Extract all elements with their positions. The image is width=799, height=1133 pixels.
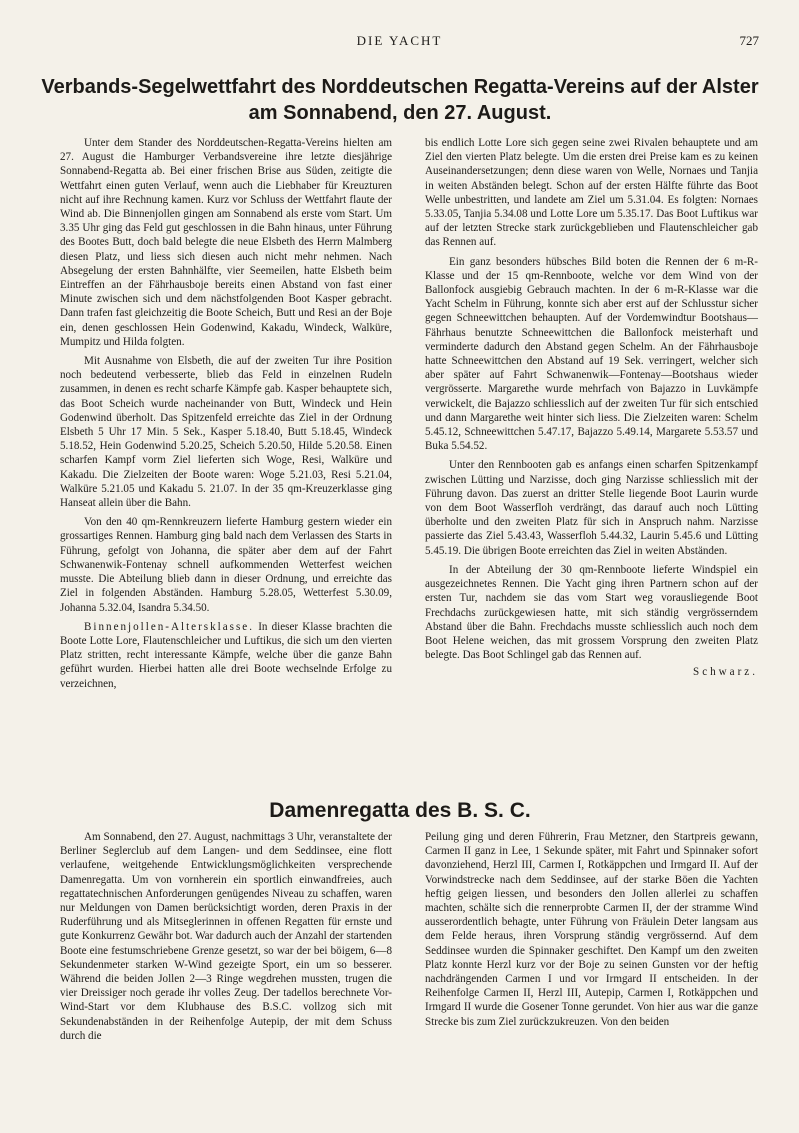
paragraph: In der Abteilung der 30 qm-Rennboote lieferte Windspiel ein ausgezeichnetes Rennen. Die Yacht ging ihren Partnern schon auf der ersten Tur, nachdem sie das vom Start weg vorausliegende Boot Frechdachs zurückgewiesen hatte, mit sich ständig vergrösserndem Abstand über die Bahn. Frechdachs musste schliesslich auch noch dem Boot Helene weichen, das mit grossem Vorsprung den zweiten Platz belegte. Das Boot Schlingel gab das Rennen auf.: [425, 563, 758, 662]
author-byline: Schwarz.: [693, 666, 758, 679]
paragraph: Am Sonnabend, den 27. August, nachmittags 3 Uhr, veranstaltete der Berliner Seglerclub auf dem Langen- und dem Seddinsee, eine flott verlaufene, weitgehende Entwicklungsmöglichkeiten versprechende Damenregatta. Um von vornherein ein sportlich einwandfreies, auch regattatechnischen Anforderungen genügendes Niveau zu schaffen, waren nur Meldungen von Damen berücksichtigt worden, deren Praxis in der Ruderführung und als Mitseglerinnen in offenen Regatten für ernste und gute Konkurrenz Gewähr bot. War dadurch auch der Anzahl der startenden Boote eine festumschriebene Grenze gesetzt, so war der bei böigem, 6—8 Sekundenmeter starken W-Wind gezeigte Sport, ein um so besserer. Während die beiden Jollen 2—3 Ringe wegdrehen mussten, trugen die vier Dreissiger noch gerade ihr volles Zeug. Der tadellos berechnete Vor-Wind-Start vor dem Klubhause des B.S.C. vollzog sich mit Sekundenabständen in der Reihenfolge Autepip, der mit dem Schuss durch die: [60, 831, 392, 1042]
paragraph: Mit Ausnahme von Elsbeth, die auf der zweiten Tur ihre Position noch bedeutend verbesserte, blieb das Feld in einzelnen Rudeln zusammen, in denen es recht scharfe Kämpfe gab. Kasper behauptete sich, das Boot Scheich wurde nacheinander von Butt, Windeck und Hein Godenwind überholt. Das Spitzenfeld erreichte das Ziel in der Ordnung Elsbeth 5 Uhr 17 Min. 5 Sek., Kasper 5.18.40, Butt 5.18.45, Windeck 5.18.52, Hein Godenwind 5.20.25, Scheich 5.20.50, Hilde 5.20.58. Einen scharfen Kampf vorm Ziel lieferten sich Woge, Resi, Walküre und Kakadu. Die Zielzeiten der Boote waren: Woge 5.21.03, Resi 5.21.04, Walküre 5.21.05 und Kakadu 5. 21.07. In der 35 qm-Kreuzerklasse ging Hanseat allein über die Bahn.: [60, 355, 392, 510]
paragraph: [60, 620, 392, 691]
paragraph: bis endlich Lotte Lore sich gegen seine zwei Rivalen behauptete und am Ziel den vierten Platz belegte. Um die ersten drei Preise kam es zu keinen Auseinandersetzungen; denn diese waren von Welle, Nornaes und Tanjia in weiten Abständen belegt. Schon auf der ersten Hälfte führte das Boot Welle unbestritten, und landete am Ziel um 5.31.04. Es folgten: Nornaes 5.33.05, Tanjia 5.34.08 und Lotte Lore um 5.35.17. Das Boot Luftikus war auf der letzten Strecke stark zurückgeblieben und Flautenschleicher gab das Rennen auf.: [425, 137, 758, 249]
paragraph: Ein ganz besonders hübsches Bild boten die Rennen der 6 m-R-Klasse und der 15 qm-Rennboote, welche vor dem Wind von der Ballonfock ausgiebig Gebrauch machten. In der 6 m-R-Klasse war die Yacht Schelm in Führung, konnte sich aber erst auf der Schlusstur sicher gegen Schneewittchen behaupten. Auf der Vordemwindtur Bootshaus—Fährhaus benutzte Schneewittchen die Ballonfock meisterhaft und verminderte dadurch den Abstand gegen Schelm. An der Fährhausboje hatte Schneewittchen den Abstand auf 19 Sek. verringert, welcher sich aber später auf Fahrt Schwanenwik—Fontenay—Bootshaus wieder vergrösserte. Margarethe wurde mehrfach von Bajazzo in Luvkämpfe verwickelt, die Bajazzo schliesslich auf der zweiten Tur für sich entschied und dann Margarethe weit hinter sich liess. Die Zielzeiten waren: Schelm 5.45.12, Schneewittchen 5.47.17, Bajazzo 5.49.14, Margarete 5.53.57 und Buka 5.54.52.: [425, 255, 758, 453]
paragraph: Peilung ging und deren Führerin, Frau Metzner, den Startpreis gewann, Carmen II ganz in Lee, 1 Sekunde später, mit Fahrt und Spinnaker sofort davonziehend, Herzl III, Carmen I, Rotkäppchen und Irmgard II. Auf der Vorwindstrecke nach dem Seddinsee, auf der starke Böen die Yachten heftig geigen liessen, und besonders den Jollen allerlei zu schaffen machten, schälte sich die rennerprobte Carmen II, der der stramme Wind ausserordentlich behagte, unter Führung von Fräulein Deter langsam aus dem Felde heraus, ihren Vorsprung ständig vergrössernd. Auf dem Seddinsee wurden die Spinnaker geschiftet. Den Kampf um den zweiten Platz konnte Herzl kurz vor der Boje zu seinen Gunsten vor der heftig nachdrängenden Carmen I und vor Irmgard II entscheiden. In der Reihenfolge Carmen II, Herzl III, Autepip, Carmen I, Rotkäppchen und Irmgard II wurde die Gosener Tonne gerundet. Von hier aus war die ganze Strecke bis zum Ziel zurückzukreuzen. Von den beiden: [425, 831, 758, 1028]
page-number: 727: [739, 33, 759, 48]
article1-right-column: [425, 136, 758, 776]
article1-left-column: [60, 136, 392, 776]
class-heading: Binnenjollen-Altersklasse.: [84, 620, 255, 633]
article1-title-line1: Verbands-Segelwettfahrt des Norddeutschen Regatta-Vereins auf der Alster: [41, 76, 759, 98]
running-title: DIE YACHT: [356, 33, 443, 48]
paragraph-text: In dieser Klasse brachten die Boote Lotte Lore, Flautenschleicher und Luftikus, die sich um den vierten Platz stritten, recht interessante Kämpfe, welche über die ganze Bahn geführt wurden. Hierbei hatten alle drei Boote wechselnde Erfolge zu verzeichnen,: [60, 620, 392, 690]
paragraph: Unter den Rennbooten gab es anfangs einen scharfen Spitzenkampf zwischen Lütting und Narzisse, doch ging Narzisse schliesslich mit der Führung davon. Das zuerst an dritter Stelle liegende Boot Laurin wurde von dem Boot Wasserfloh verdrängt, das darauf auch noch Lütting überholte und den zweiten Platz für sich in Anspruch nahm. Narzisse passierte das Ziel 5.43.43, Wasserfloh 5.44.32, Laurin 5.45.6 und Lütting 5.45.19. Die übrigen Boote erreichten das Ziel in weiten Abständen.: [425, 459, 758, 557]
article2-left-column: [60, 830, 392, 1115]
article1-title-line2: am Sonnabend, den 27. August.: [248, 102, 552, 124]
article2-title: Damenregatta des B. S. C.: [269, 799, 531, 822]
article2-right-column: [425, 830, 758, 1115]
paragraph: Unter dem Stander des Norddeutschen-Regatta-Vereins hielten am 27. August die Hamburger Verbandsvereine ihre letzte diesjährige Sonnabend-Regatta ab. Bei einer frischen Brise aus Süden, zeitigte die Wettfahrt einen guten Verlauf, wenn auch die Liebhaber für Kreuzturen nicht auf ihre Rechnung kamen. Kurz vor Schluss der Wettfahrt flaute der Wind ab. Die Binnenjollen gingen am Sonnabend als erste vom Start. Um 3.35 Uhr ging das Feld gut geschlossen in die Bahn hinaus, unter Führung des Bootes Butt, doch bald belegte die neue Elsbeth des Herrn Malmberg diesen Platz, und liess sich diesen auch nicht mehr nehmen. Nach Absegelung der ersten Bahnhälfte, vier Seemeilen, hatte Elsbeth beim Eintreffen an der Fährhausboje bereits einen Abstand von fast einer Minute zwischen sich und dem nächstfolgenden Boot Kasper gebracht. Dann trafen fast gleichzeitig die Boote Scheich, Butt und Resi an der Boje ein, denen geschlossen Hein Godenwind, Kakadu, Windeck, Walküre, Mumpitz und Hilda folgten.: [60, 137, 392, 348]
paragraph: Von den 40 qm-Rennkreuzern lieferte Hamburg gestern wieder ein grossartiges Rennen. Hamburg ging bald nach dem Verlassen des Starts in Führung, gefolgt von Johanna, die später aber dem auf der Fahrt Schwanenwik-Fontenay schnell aufkommenden Wetterfest weichen musste. Die Abteilung blieb dann in dieser Ordnung, und erreichte das Ziel in folgenden Abständen. Hamburg 5.28.05, Wetterfest 5.30.09, Johanna 5.32.04, Isandra 5.34.50.: [60, 516, 392, 614]
article1-title: [40, 74, 760, 126]
